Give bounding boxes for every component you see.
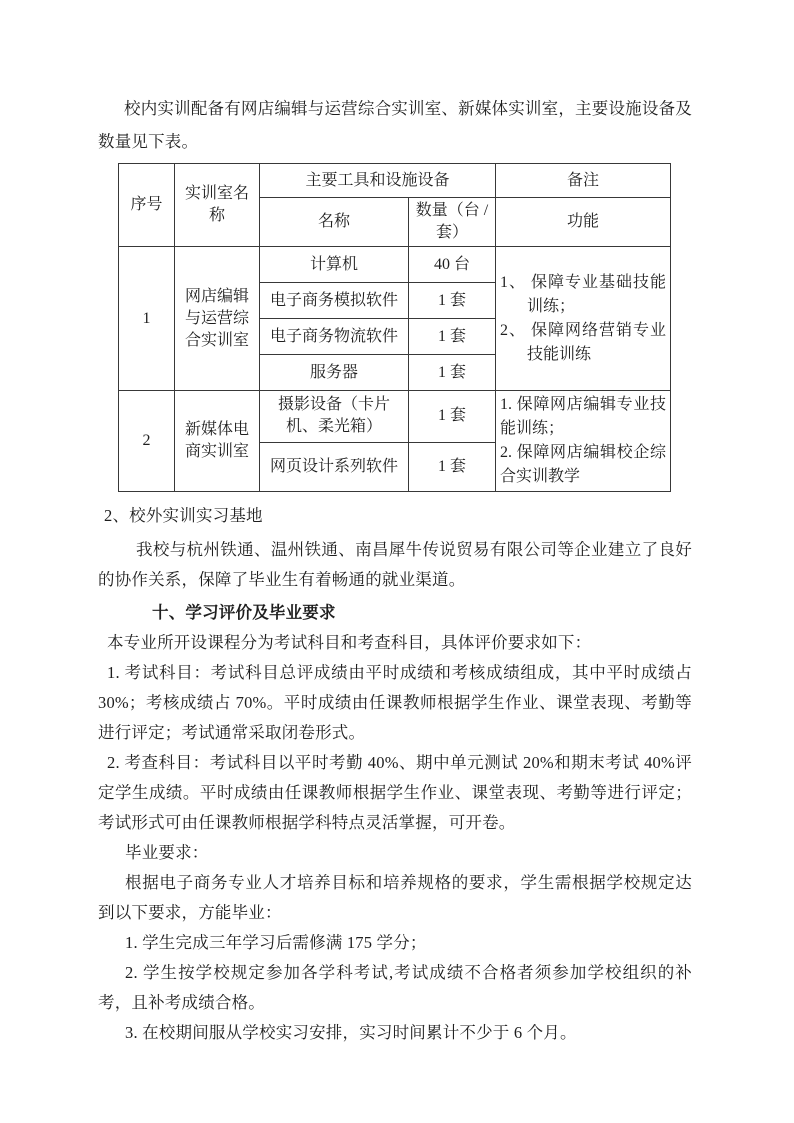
- cell-item-qty: 1 套: [409, 319, 496, 355]
- exam-subjects-paragraph: 1. 考试科目：考试科目总评成绩由平时成绩和考核成绩组成，其中平时成绩占 30%；考核成绩占 70%。平时成绩由任课教师根据学生作业、课堂表现、考勤等进行评定；考试通常采取闭卷形式。: [98, 663, 692, 742]
- requirement-2: 2. 学生按学校规定参加各学科考试,考试成绩不合格者须参加学校组织的补考，且补考成绩合格。: [98, 963, 692, 1012]
- table-row: [119, 391, 671, 443]
- cell-item-qty: 1 套: [409, 283, 496, 319]
- cell-room-1: 网店编辑与运营综合实训室: [175, 247, 260, 391]
- cell-item-qty: 1 套: [409, 442, 496, 491]
- section10-heading: 十、学习评价及毕业要求: [152, 603, 336, 622]
- function-item: 2. 保障网店编辑校企综合实训教学: [500, 444, 667, 485]
- function-item: 1. 保障网店编辑专业技能训练；: [500, 396, 667, 437]
- graduation-label: 毕业要求：: [125, 843, 209, 862]
- eval-intro-paragraph: 本专业所开设课程分为考试科目和考查科目，具体评价要求如下：: [107, 633, 592, 652]
- header-tools: 主要工具和设施设备: [260, 164, 496, 198]
- requirement-3: 3. 在校期间服从学校实习安排，实习时间累计不少于 6 个月。: [125, 1023, 577, 1042]
- table-header-row-1: [119, 164, 671, 198]
- function-item: 1、 保障专业基础技能训练；: [500, 273, 667, 315]
- header-func: 功能: [496, 198, 671, 247]
- intro-paragraph: 校内实训配备有网店编辑与运营综合实训室、新媒体实训室，主要设施设备及数量见下表。: [98, 99, 692, 151]
- cell-item-name: 网页设计系列软件: [260, 442, 409, 491]
- partners-paragraph: 我校与杭州铁通、温州铁通、南昌犀牛传说贸易有限公司等企业建立了良好的协作关系，保障了毕业生有着畅通的就业渠道。: [98, 540, 692, 589]
- cell-item-qty: 40 台: [409, 247, 496, 283]
- document-content: [98, 92, 692, 1048]
- cell-item-name: 服务器: [260, 355, 409, 391]
- table-row: [119, 247, 671, 283]
- requirement-1: 1. 学生完成三年学习后需修满 175 学分；: [125, 933, 427, 952]
- header-name: 名称: [260, 198, 409, 247]
- cell-item-name: 电子商务物流软件: [260, 319, 409, 355]
- header-seq: 序号: [119, 164, 175, 247]
- assess-subjects-paragraph: 2. 考查科目：考试科目以平时考勤 40%、期中单元测试 20%和期末考试 40%评定学生成绩。平时成绩由任课教师根据学生作业、课堂表现、考勤等进行评定；考试形式可由任课教师根据学科特点灵活掌握，可开卷。: [98, 753, 692, 832]
- cell-room-2: 新媒体电商实训室: [175, 391, 260, 492]
- cell-item-qty: 1 套: [409, 355, 496, 391]
- cell-seq-1: 1: [119, 247, 175, 391]
- cell-functions-1: [496, 247, 671, 391]
- cell-item-name: 摄影设备（卡片机、柔光箱）: [260, 391, 409, 443]
- header-room: 实训室名称: [175, 164, 260, 247]
- header-remark: 备注: [496, 164, 671, 198]
- cell-item-name: 电子商务模拟软件: [260, 283, 409, 319]
- cell-seq-2: 2: [119, 391, 175, 492]
- cell-functions-2: [496, 391, 671, 492]
- cell-item-qty: 1 套: [409, 391, 496, 443]
- graduation-intro-paragraph: 根据电子商务专业人才培养目标和培养规格的要求，学生需根据学校规定达到以下要求，方能毕业：: [98, 873, 692, 922]
- cell-item-name: 计算机: [260, 247, 409, 283]
- function-item: 2、 保障网络营销专业技能训练: [500, 321, 667, 363]
- header-qty: 数量（台 / 套）: [409, 198, 496, 247]
- section2-title: 2、校外实训实习基地: [104, 506, 263, 525]
- facilities-table: [118, 163, 671, 492]
